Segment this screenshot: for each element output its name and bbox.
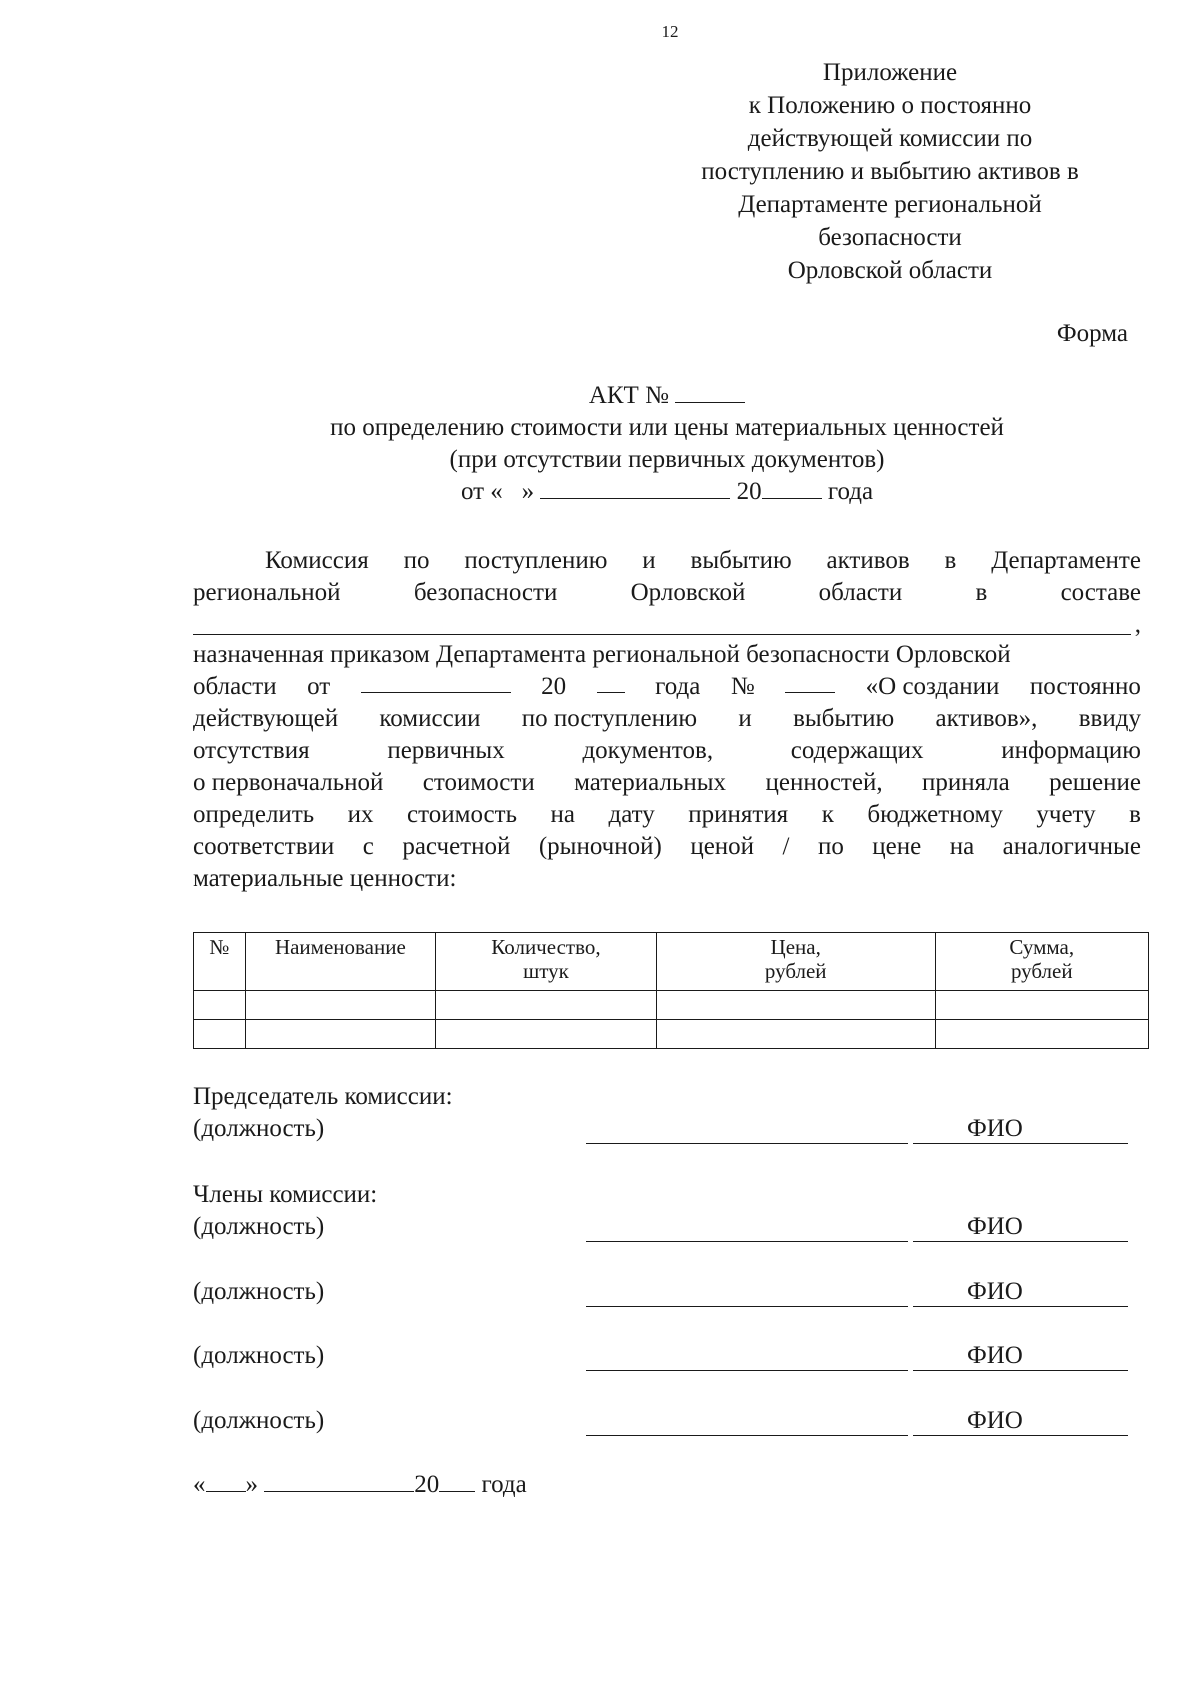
body-word: стоимость [407, 801, 517, 828]
body-line [193, 831, 1141, 863]
header-price [656, 933, 935, 991]
act-date-month-blank [540, 477, 730, 499]
appendix-header [660, 56, 1120, 287]
member-signature-block [193, 1405, 1138, 1437]
body-word: 20 [541, 673, 567, 700]
chairman-signature-block [193, 1081, 1138, 1145]
body-word: ценой [690, 833, 755, 860]
body-line [193, 703, 1141, 735]
body-word: материальных [574, 769, 727, 796]
position-label: (должность) [193, 1213, 325, 1240]
header-number: № [194, 933, 246, 991]
signature-blank [586, 1405, 908, 1436]
signature-row [193, 1276, 1138, 1308]
valuables-table [193, 932, 1149, 1049]
appendix-line: Орловской области [787, 257, 993, 284]
body-word: в [1129, 801, 1141, 828]
body-word: ввиду [1078, 705, 1141, 732]
body-word: в [975, 579, 988, 606]
body-word: выбытию [690, 547, 792, 574]
form-label: Форма [1056, 320, 1128, 347]
body-word: Департаменте [991, 547, 1141, 574]
body-word: № [730, 673, 755, 700]
body-line: назначенная приказом Департамента региональной безопасности Орловской [193, 641, 1011, 668]
position-label: (должность) [193, 1342, 325, 1369]
member-signature-block [193, 1340, 1138, 1372]
fio-blank [913, 1340, 1128, 1371]
page-number: 12 [661, 22, 679, 41]
body-word: по поступлению [521, 705, 698, 732]
body-word: активов [826, 547, 910, 574]
signature-row [193, 1211, 1138, 1243]
body-word: содержащих [790, 737, 924, 764]
body-word: расчетной [402, 833, 511, 860]
body-word: принятия [688, 801, 789, 828]
body-word: активов», [935, 705, 1038, 732]
act-subtitle: по определению стоимости или цены материальных ценностей [330, 414, 1004, 441]
body-word: по [403, 547, 430, 574]
fio-blank [913, 1405, 1128, 1436]
body-word: Орловской [630, 579, 746, 606]
body-word: отсутствия [193, 737, 310, 764]
header-sum-line: Сумма, [1009, 935, 1075, 959]
body-word: выбытию [793, 705, 895, 732]
table-row [194, 991, 1149, 1020]
header-price-line: Цена, [770, 935, 821, 959]
body-line [193, 735, 1141, 767]
body-word: первичных [387, 737, 505, 764]
body-word: аналогичные [1002, 833, 1141, 860]
header-sum [935, 933, 1148, 991]
act-title-text: АКТ № [588, 382, 669, 409]
body-word: на [550, 801, 575, 828]
signature-row [193, 1405, 1138, 1437]
body-word: безопасности [413, 579, 558, 606]
footer-day-blank [206, 1470, 246, 1492]
composition-comma: , [1134, 611, 1141, 638]
footer-date-year: 20 [414, 1471, 440, 1498]
act-date-suffix: года [827, 478, 874, 505]
footer-year-blank [439, 1470, 475, 1492]
fio-label: ФИО [967, 1213, 1023, 1240]
composition-blank-line [193, 609, 1141, 639]
table-cell [194, 1020, 246, 1049]
order-date-blank [361, 671, 511, 693]
body-word: поступлению [464, 547, 608, 574]
body-word: «О создании [865, 673, 1000, 700]
body-word: постоянно [1029, 673, 1141, 700]
act-title-block [0, 380, 1200, 508]
footer-date [193, 1470, 527, 1499]
member-signature-block [193, 1276, 1138, 1308]
table-cell [935, 991, 1148, 1020]
composition-blank [193, 634, 1131, 635]
act-date [0, 476, 1200, 508]
body-word: бюджетному [867, 801, 1003, 828]
body-word: ценностей, [765, 769, 883, 796]
body-word: / [782, 833, 790, 860]
position-label: (должность) [193, 1407, 325, 1434]
body-word: на [949, 833, 975, 860]
fio-label: ФИО [967, 1278, 1023, 1305]
body-word: и [738, 705, 752, 732]
appendix-line: Департаменте региональной [738, 191, 1042, 218]
body-word: составе [1060, 579, 1141, 606]
signature-row [193, 1340, 1138, 1372]
act-date-year: 20 [736, 478, 762, 505]
body-word: области [818, 579, 903, 606]
chairman-label: Председатель комиссии: [193, 1083, 453, 1110]
act-number-blank [675, 381, 745, 403]
body-word: определить [193, 801, 315, 828]
members-label: Члены комиссии: [193, 1181, 378, 1208]
appendix-line: действующей комиссии по [747, 125, 1033, 152]
header-price-unit: рублей [764, 959, 827, 983]
body-word: соответствии [193, 833, 335, 860]
order-year-blank [597, 671, 625, 693]
body-word: их [347, 801, 374, 828]
table-cell [656, 1020, 935, 1049]
body-word: решение [1049, 769, 1141, 796]
header-quantity [436, 933, 657, 991]
signature-blank [586, 1340, 908, 1371]
body-word: к [821, 801, 834, 828]
position-label: (должность) [193, 1278, 325, 1305]
body-word: в [944, 547, 957, 574]
body-word: Комиссия [265, 547, 369, 574]
body-word: документов, [582, 737, 714, 764]
body-word: приняла [922, 769, 1010, 796]
table-row [194, 1020, 1149, 1049]
signature-blank [586, 1113, 908, 1144]
body-word: (рыночной) [538, 833, 662, 860]
signature-blank [586, 1276, 908, 1307]
appendix-line: Приложение [822, 59, 958, 86]
body-word: дату [608, 801, 655, 828]
table-cell [245, 991, 435, 1020]
fio-blank [913, 1276, 1128, 1307]
body-word: цене [872, 833, 922, 860]
header-sum-unit: рублей [1010, 959, 1073, 983]
order-number-blank [785, 671, 835, 693]
body-word: стоимости [422, 769, 535, 796]
fio-label: ФИО [967, 1407, 1023, 1434]
body-line [193, 799, 1141, 831]
body-word: с [362, 833, 374, 860]
table-cell [194, 991, 246, 1020]
table-cell [935, 1020, 1148, 1049]
position-label: (должность) [193, 1115, 325, 1142]
body-word: и [642, 547, 656, 574]
body-word: информацию [1001, 737, 1141, 764]
footer-date-open-quote: « [193, 1471, 206, 1498]
body-word: действующей [193, 705, 339, 732]
table-cell [656, 991, 935, 1020]
fio-label: ФИО [967, 1115, 1023, 1142]
signature-row [193, 1113, 1138, 1145]
appendix-line: поступлению и выбытию активов в [701, 158, 1079, 185]
fio-blank [913, 1211, 1128, 1242]
act-date-quote: » [521, 478, 535, 505]
body-line [193, 577, 1141, 609]
body-word: о первоначальной [193, 769, 384, 796]
body-line [193, 671, 1141, 703]
body-word: по [817, 833, 844, 860]
header-name: Наименование [245, 933, 435, 991]
body-word: учету [1036, 801, 1096, 828]
body-word: года [655, 673, 701, 700]
body-word: региональной [193, 579, 341, 606]
table-cell [436, 1020, 657, 1049]
header-quantity-line: Количество, [491, 935, 601, 959]
body-line [193, 545, 1141, 577]
signature-blank [586, 1211, 908, 1242]
footer-month-blank [264, 1470, 414, 1492]
act-date-year-blank [762, 477, 822, 499]
act-title [0, 380, 1200, 412]
table-cell [245, 1020, 435, 1049]
body-word: области [193, 673, 277, 700]
footer-date-suffix: года [481, 1471, 527, 1498]
members-signature-block [193, 1179, 1138, 1243]
act-body [193, 545, 1141, 895]
appendix-line: безопасности [818, 224, 962, 251]
body-word: комиссии [379, 705, 481, 732]
header-quantity-unit: штук [523, 959, 569, 983]
table-header-row [194, 933, 1149, 991]
body-word: от [307, 673, 331, 700]
body-line [193, 767, 1141, 799]
table-cell [436, 991, 657, 1020]
appendix-line: к Положению о постоянно [748, 92, 1032, 119]
body-line: материальные ценности: [193, 865, 457, 892]
act-subtitle-note: (при отсутствии первичных документов) [449, 446, 885, 473]
fio-blank [913, 1113, 1128, 1144]
fio-label: ФИО [967, 1342, 1023, 1369]
footer-date-close-quote: » [245, 1471, 258, 1498]
act-date-prefix: от « [460, 478, 503, 505]
